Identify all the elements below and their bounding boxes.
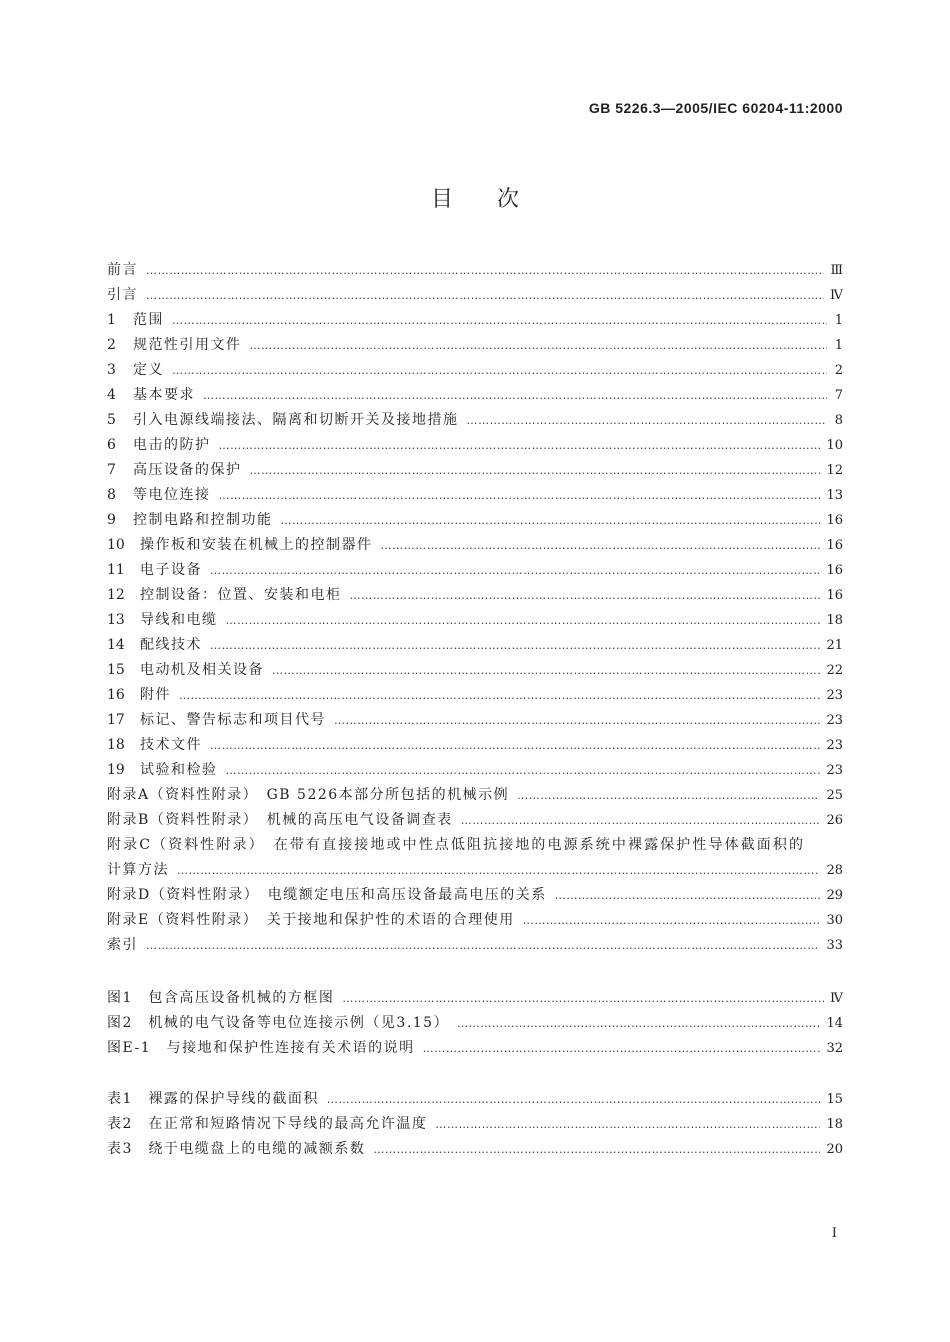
toc-entry[interactable] — [107, 283, 843, 308]
leader-dots — [226, 608, 821, 633]
toc-figures-list — [107, 986, 843, 1061]
page-title: 目 次 — [430, 187, 519, 212]
toc-entry-number: 15 — [107, 662, 125, 678]
toc-entry-label — [107, 633, 202, 658]
toc-entry-label — [107, 933, 138, 958]
toc-entry-number: 16 — [107, 687, 125, 703]
leader-dots — [457, 1011, 820, 1036]
leader-dots — [250, 333, 828, 358]
toc-entry-text: 规范性引用文件 — [133, 337, 242, 353]
toc-entry-label — [107, 283, 138, 308]
toc-entry-text: 附录D（资料性附录） 电缆额定电压和高压设备最高电压的关系 — [107, 887, 547, 903]
toc-entry-text: 定义 — [133, 362, 164, 378]
toc-entry-page: 21 — [826, 638, 843, 653]
toc-entry-page: 16 — [826, 563, 843, 578]
toc-entry-label — [107, 508, 273, 533]
toc-entry-text: 技术文件 — [140, 737, 202, 753]
toc-entry-label — [107, 758, 218, 783]
toc-entry-number: 7 — [107, 462, 116, 478]
toc-entry-text: 附录C（资料性附录） 在带有直接接地或中性点低阻抗接地的电源系统中裸露保护性导体截面积的 — [107, 837, 806, 853]
toc-entry-label — [107, 1011, 449, 1036]
page-number: Ⅰ — [831, 1226, 837, 1241]
toc-entry-label — [107, 883, 547, 908]
leader-dots — [350, 583, 821, 608]
leader-dots — [219, 433, 821, 458]
toc-entry-number: 6 — [107, 437, 116, 453]
toc-entry[interactable] — [107, 1036, 843, 1061]
leader-dots — [461, 808, 821, 833]
leader-dots — [467, 408, 828, 433]
toc-entry-page: 2 — [834, 363, 843, 378]
leader-dots — [423, 1036, 821, 1061]
toc-entry[interactable] — [107, 358, 843, 383]
toc-entry[interactable] — [107, 258, 843, 283]
toc-entry-number: 1 — [107, 312, 116, 328]
toc-entry-text: 导线和电缆 — [140, 612, 218, 628]
toc-entry[interactable] — [107, 658, 843, 683]
toc-entry-text: 等电位连接 — [133, 487, 211, 503]
toc-entry[interactable] — [107, 733, 843, 758]
toc-entry-page: 25 — [826, 788, 843, 803]
leader-dots — [281, 508, 821, 533]
toc-entry-page: 16 — [826, 513, 843, 528]
leader-dots — [555, 883, 821, 908]
toc-entry[interactable] — [107, 583, 843, 608]
toc-entry-page: 18 — [826, 613, 843, 628]
toc-entry-label — [107, 358, 164, 383]
toc-entry-label — [107, 383, 195, 408]
toc-entry[interactable] — [107, 933, 843, 958]
toc-entry-label — [107, 308, 164, 333]
toc-entry-text: 表2 在正常和短路情况下导线的最高允许温度 — [107, 1116, 428, 1132]
toc-entry-page: 16 — [826, 588, 843, 603]
toc-entry[interactable] — [107, 986, 843, 1011]
toc-entry-page: 16 — [826, 538, 843, 553]
leader-dots — [334, 708, 820, 733]
toc-entry[interactable] — [107, 333, 843, 358]
toc-entry[interactable] — [107, 1011, 843, 1036]
toc-entry[interactable] — [107, 1137, 843, 1162]
toc-entry[interactable] — [107, 433, 843, 458]
toc-entry-page: 23 — [826, 738, 843, 753]
toc-entry[interactable] — [107, 783, 843, 808]
leader-dots — [210, 558, 820, 583]
toc-entry-label — [107, 1087, 319, 1112]
leader-dots — [179, 683, 820, 708]
leader-dots — [203, 383, 827, 408]
leader-dots — [373, 1137, 820, 1162]
toc-entry-text: 图E-1 与接地和保护性连接有关术语的说明 — [107, 1040, 415, 1056]
toc-entry[interactable] — [107, 508, 843, 533]
leader-dots — [172, 358, 827, 383]
toc-entry-label — [107, 408, 459, 433]
toc-entry-number: 4 — [107, 387, 116, 403]
toc-entry-label — [107, 258, 138, 283]
toc-tables-list — [107, 1087, 843, 1162]
standard-code: GB 5226.3—2005/IEC 60204-11:2000 — [588, 100, 843, 116]
toc-entry-text: 控制设备：位置、安装和电柜 — [140, 587, 342, 603]
leader-dots — [327, 1087, 821, 1112]
toc-entry[interactable] — [107, 533, 843, 558]
toc-entry-label — [107, 683, 171, 708]
toc-entry-text: 图2 机械的电气设备等电位连接示例（见3.15） — [107, 1015, 450, 1031]
toc-entry-page: 23 — [826, 763, 843, 778]
toc-entry-label — [107, 558, 202, 583]
leader-dots — [523, 908, 821, 933]
toc-entry[interactable] — [107, 558, 843, 583]
leader-dots — [146, 933, 820, 958]
toc-entry-page: 23 — [826, 688, 843, 703]
toc-entry[interactable] — [107, 708, 843, 733]
toc-entry-page: 10 — [826, 438, 843, 453]
leader-dots — [272, 658, 820, 683]
leader-dots — [342, 986, 824, 1011]
toc-entry[interactable] — [107, 483, 843, 508]
toc-entry-label — [107, 333, 242, 358]
toc-entry-page: 13 — [826, 488, 843, 503]
toc-entry-text: 表3 绕于电缆盘上的电缆的减额系数 — [107, 1141, 366, 1157]
toc-entry-label — [107, 1137, 365, 1162]
leader-dots — [172, 308, 827, 333]
toc-entry[interactable] — [107, 1112, 843, 1137]
leader-dots — [146, 283, 824, 308]
toc-entry-text: 控制电路和控制功能 — [133, 512, 273, 528]
toc-entry-text: 范围 — [133, 312, 164, 328]
toc-entry[interactable] — [107, 1087, 843, 1112]
toc-entry-number: 14 — [107, 637, 125, 653]
leader-dots — [381, 533, 821, 558]
toc-entry-number: 8 — [107, 487, 116, 503]
toc-entry-page: 23 — [826, 713, 843, 728]
toc-entry-label — [107, 783, 509, 808]
toc-entry-label — [107, 986, 334, 1011]
toc-entry-text: 引言 — [107, 287, 138, 303]
toc-entry-text: 附录A（资料性附录） GB 5226本部分所包括的机械示例 — [107, 787, 510, 803]
toc-entry-number: 17 — [107, 712, 125, 728]
toc-entry-text: 前言 — [107, 262, 138, 278]
toc-entry[interactable] — [107, 633, 843, 658]
toc-entry[interactable] — [107, 833, 843, 858]
toc-entry[interactable] — [107, 408, 843, 433]
toc-entry-label — [107, 608, 218, 633]
toc-entry-number: 13 — [107, 612, 125, 628]
toc-entry[interactable] — [107, 858, 843, 883]
toc-main-list — [107, 258, 843, 958]
toc-entry-page: 32 — [826, 1041, 843, 1056]
leader-dots — [219, 483, 821, 508]
toc-entry-number: 10 — [107, 537, 125, 553]
leader-dots — [517, 783, 820, 808]
toc-entry-label — [107, 733, 202, 758]
toc-entry-text: 附录E（资料性附录） 关于接地和保护性的术语的合理使用 — [107, 912, 515, 928]
toc-entry[interactable] — [107, 458, 843, 483]
toc-entry[interactable] — [107, 808, 843, 833]
toc-entry[interactable] — [107, 883, 843, 908]
toc-entry-text: 附录B（资料性附录） 机械的高压电气设备调查表 — [107, 812, 453, 828]
toc-entry-text: 操作板和安装在机械上的控制器件 — [140, 537, 373, 553]
toc-entry-page: 14 — [826, 1016, 843, 1031]
toc-entry-label — [107, 1112, 427, 1137]
toc-entry-page: Ⅲ — [830, 263, 843, 278]
toc-entry-label — [107, 858, 169, 883]
toc-entry-text: 试验和检验 — [140, 762, 218, 778]
toc-entry-label — [107, 808, 453, 833]
toc-entry-label — [107, 658, 264, 683]
toc-entry-label — [107, 1036, 415, 1061]
leader-dots — [146, 258, 824, 283]
toc-entry-label — [107, 533, 373, 558]
toc-entry-label — [107, 708, 326, 733]
toc-entry-number: 5 — [107, 412, 116, 428]
toc-entry[interactable] — [107, 908, 843, 933]
toc-entry-number: 12 — [107, 587, 125, 603]
toc-entry-page: 7 — [834, 388, 843, 403]
leader-dots — [226, 758, 821, 783]
toc-entry-label — [107, 833, 805, 858]
toc-entry-label — [107, 458, 242, 483]
toc-entry-page: 1 — [834, 313, 843, 328]
toc-entry-text: 索引 — [107, 937, 138, 953]
toc-entry[interactable] — [107, 683, 843, 708]
toc-entry-page: 1 — [834, 338, 843, 353]
toc-entry[interactable] — [107, 608, 843, 633]
toc-entry-text: 电击的防护 — [133, 437, 211, 453]
leader-dots — [210, 633, 820, 658]
toc-entry-text: 高压设备的保护 — [133, 462, 242, 478]
toc-entry-text: 表1 裸露的保护导线的截面积 — [107, 1091, 319, 1107]
toc-entry-page: 33 — [826, 938, 843, 953]
toc-entry-number: 2 — [107, 337, 116, 353]
toc-entry-text: 计算方法 — [107, 862, 169, 878]
toc-entry[interactable] — [107, 758, 843, 783]
toc-entry-number: 18 — [107, 737, 125, 753]
toc-entry-number: 3 — [107, 362, 116, 378]
toc-entry-page: 20 — [826, 1142, 843, 1157]
toc-entry-label — [107, 908, 515, 933]
leader-dots — [210, 733, 820, 758]
toc-entry-text: 基本要求 — [133, 387, 195, 403]
leader-dots — [250, 458, 821, 483]
toc-entry[interactable] — [107, 308, 843, 333]
toc-entry-number: 11 — [107, 562, 125, 578]
toc-entry-text: 配线技术 — [140, 637, 202, 653]
toc-entry-text: 附件 — [140, 687, 171, 703]
toc-entry-label — [107, 483, 211, 508]
toc-entry-page: 28 — [826, 863, 843, 878]
toc-entry-number: 9 — [107, 512, 116, 528]
toc-entry-page: 22 — [826, 663, 843, 678]
toc-entry-page: 8 — [834, 413, 843, 428]
toc-entry-label — [107, 433, 211, 458]
toc-entry[interactable] — [107, 383, 843, 408]
toc-entry-page: Ⅳ — [830, 288, 843, 303]
toc-entry-text: 电子设备 — [140, 562, 202, 578]
toc-entry-number: 19 — [107, 762, 125, 778]
toc-entry-text: 电动机及相关设备 — [140, 662, 264, 678]
toc-entry-page: 12 — [826, 463, 843, 478]
toc-entry-page: 26 — [826, 813, 843, 828]
toc-entry-text: 标记、警告标志和项目代号 — [140, 712, 326, 728]
toc-entry-text: 图1 包含高压设备机械的方框图 — [107, 990, 335, 1006]
leader-dots — [435, 1112, 820, 1137]
toc-entry-page: 30 — [826, 913, 843, 928]
leader-dots — [177, 858, 820, 883]
toc-entry-page: 29 — [826, 888, 843, 903]
toc-entry-page: Ⅳ — [830, 991, 843, 1006]
toc-entry-page: 18 — [826, 1117, 843, 1132]
toc-entry-label — [107, 583, 342, 608]
toc-entry-page: 15 — [826, 1092, 843, 1107]
toc-entry-text: 引入电源线端接法、隔离和切断开关及接地措施 — [133, 412, 459, 428]
